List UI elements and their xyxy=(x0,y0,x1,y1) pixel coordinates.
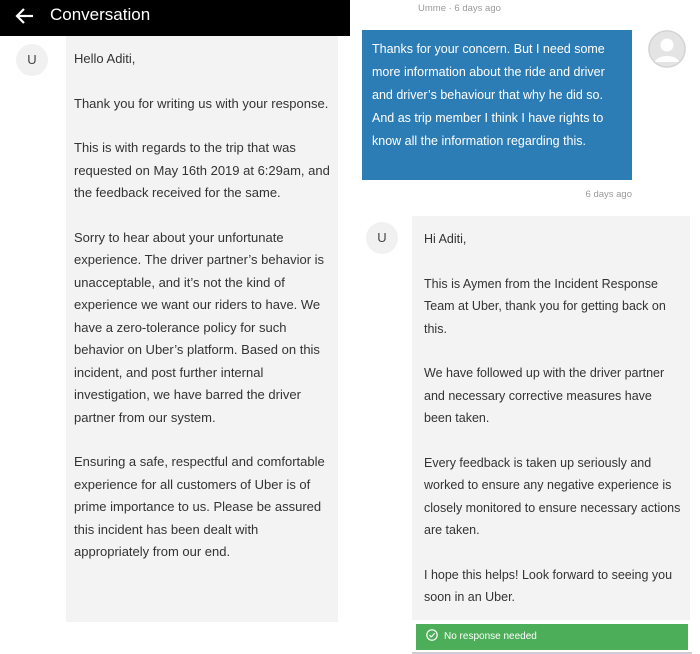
message-paragraph: Hello Aditi, xyxy=(74,51,136,66)
user-reply-text: Thanks for your concern. But I need some more information about the ride and driver and driver’s behaviour that why he did so. And as trip member I think I have rights to know all the information regarding this. xyxy=(372,42,605,148)
message-paragraph: I hope this helps! Look forward to seeing you soon in an Uber. xyxy=(424,567,673,604)
message-paragraph: Hi Aditi, xyxy=(424,232,467,246)
arrow-left-icon[interactable] xyxy=(14,4,36,28)
right-conversation-pane xyxy=(358,0,700,654)
message-paragraph: Thank you for writing us with your response. xyxy=(74,95,329,111)
conversation-header xyxy=(0,0,350,36)
status-label: No response needed xyxy=(444,631,537,642)
page-title: Conversation xyxy=(50,5,151,24)
support-message-card xyxy=(412,216,690,620)
support-avatar: U xyxy=(16,44,48,76)
message-paragraph: We have followed up with the driver partner and necessary corrective measures have been taken. xyxy=(424,366,665,425)
message-timestamp: Umme · 6 days ago xyxy=(418,3,501,14)
message-paragraph: Sorry to hear about your unfortunate experience. The driver partner’s behavior is unacceptable, and it’s not the kind of experience we want our riders to have. We have a zero-tolerance policy for such behavior on Uber’s platform. Based on this incident, and post further internal investigation, we have barred the driver partner from our system. xyxy=(74,229,325,425)
support-avatar: U xyxy=(366,222,398,254)
reply-timestamp: 6 days ago xyxy=(585,189,632,200)
message-paragraph: Every feedback is taken up seriously and worked to ensure any negative experience is closely monitored to ensure necessary actions are taken. xyxy=(424,455,681,537)
message-paragraph: This is with regards to the trip that was requested on May 16th 2019 at 6:29am, and the feedback received for the same. xyxy=(74,140,330,200)
support-message-card xyxy=(66,36,338,622)
user-silhouette-icon xyxy=(648,30,686,68)
user-reply-bubble xyxy=(362,30,632,180)
status-badge xyxy=(416,624,688,650)
message-paragraph: This is Aymen from the Incident Response Team at Uber, thank you for getting back on this. xyxy=(424,276,666,336)
check-circle-icon xyxy=(426,626,438,638)
message-paragraph: Ensuring a safe, respectful and comfortable experience for all customers of Uber is of prime importance to us. Please be assured this incident has been dealt with appropriately from our end. xyxy=(74,454,325,559)
